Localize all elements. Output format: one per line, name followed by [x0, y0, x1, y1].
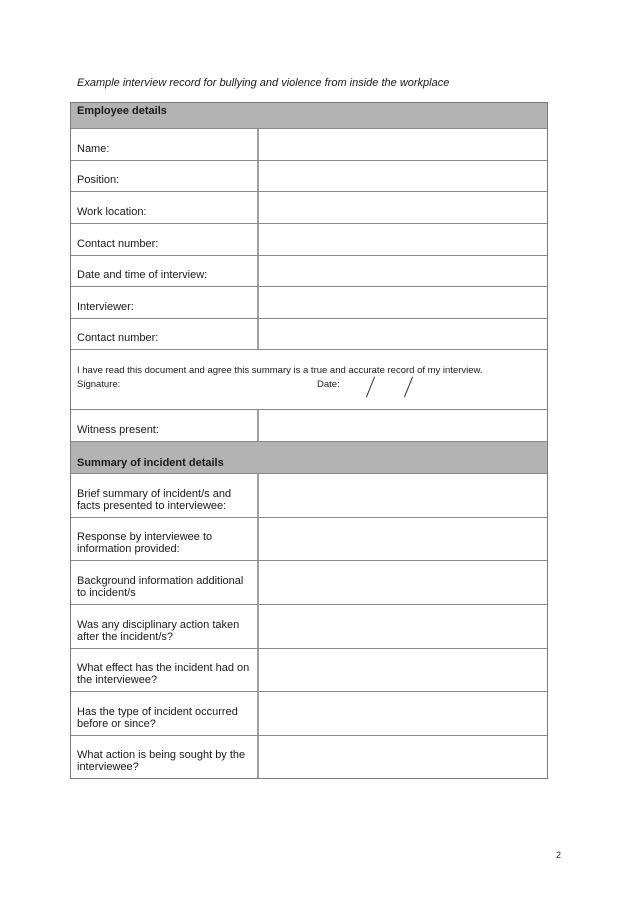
field-row-action-sought	[71, 735, 547, 778]
document-title: Example interview record for bullying and violence from inside the workplace	[77, 77, 450, 89]
field-label: Name:	[71, 129, 259, 160]
name-field[interactable]	[259, 129, 547, 160]
interviewer-contact-field[interactable]	[259, 319, 547, 349]
declaration-row	[71, 349, 547, 409]
field-row-name	[71, 128, 547, 160]
field-row-background-info	[71, 560, 547, 604]
contact-number-field[interactable]	[259, 224, 547, 255]
action-sought-field[interactable]	[259, 736, 547, 778]
field-row-work-location	[71, 191, 547, 223]
page-number: 2	[556, 850, 562, 860]
position-field[interactable]	[259, 161, 547, 191]
field-label: Brief summary of incident/s and facts presented to interviewee:	[71, 474, 259, 517]
field-label: Work location:	[71, 192, 259, 223]
field-row-incident-summary	[71, 473, 547, 517]
interviewer-field[interactable]	[259, 287, 547, 318]
field-label: What action is being sought by the interviewee?	[71, 736, 259, 778]
date-label: Date:	[317, 379, 340, 390]
field-row-incident-effect	[71, 648, 547, 691]
field-label: Position:	[71, 161, 259, 191]
field-label: Background information additional to incident/s	[71, 561, 259, 604]
incident-effect-field[interactable]	[259, 649, 547, 691]
field-row-prior-occurrence	[71, 691, 547, 735]
field-row-interviewer	[71, 286, 547, 318]
work-location-field[interactable]	[259, 192, 547, 223]
witness-field[interactable]	[259, 410, 547, 441]
background-info-field[interactable]	[259, 561, 547, 604]
prior-occurrence-field[interactable]	[259, 692, 547, 735]
incident-details-heading: Summary of incident details	[71, 441, 547, 473]
declaration-text: I have read this document and agree this summary is a true and accurate record of my interview.	[77, 365, 483, 376]
field-label: Has the type of incident occurred before or since?	[71, 692, 259, 735]
interviewee-response-field[interactable]	[259, 518, 547, 560]
field-label: Witness present:	[71, 410, 259, 441]
date-field[interactable]	[349, 374, 429, 396]
field-row-position	[71, 160, 547, 191]
field-label: Date and time of interview:	[71, 256, 259, 286]
field-label: Was any disciplinary action taken after the incident/s?	[71, 605, 259, 648]
interview-record-table	[70, 102, 548, 779]
field-row-disciplinary-action	[71, 604, 547, 648]
disciplinary-action-field[interactable]	[259, 605, 547, 648]
field-label: Interviewer:	[71, 287, 259, 318]
field-row-witness	[71, 409, 547, 441]
field-label: Response by interviewee to information provided:	[71, 518, 259, 560]
interview-datetime-field[interactable]	[259, 256, 547, 286]
field-row-interviewer-contact	[71, 318, 547, 349]
signature-field[interactable]	[131, 374, 311, 392]
field-label: Contact number:	[71, 319, 259, 349]
signature-label: Signature:	[77, 379, 121, 390]
field-row-interviewee-response	[71, 517, 547, 560]
field-label: What effect has the incident had on the interviewee?	[71, 649, 259, 691]
incident-summary-field[interactable]	[259, 474, 547, 517]
field-label: Contact number:	[71, 224, 259, 255]
field-row-contact-number	[71, 223, 547, 255]
field-row-interview-datetime	[71, 255, 547, 286]
employee-details-heading: Employee details	[71, 103, 547, 128]
